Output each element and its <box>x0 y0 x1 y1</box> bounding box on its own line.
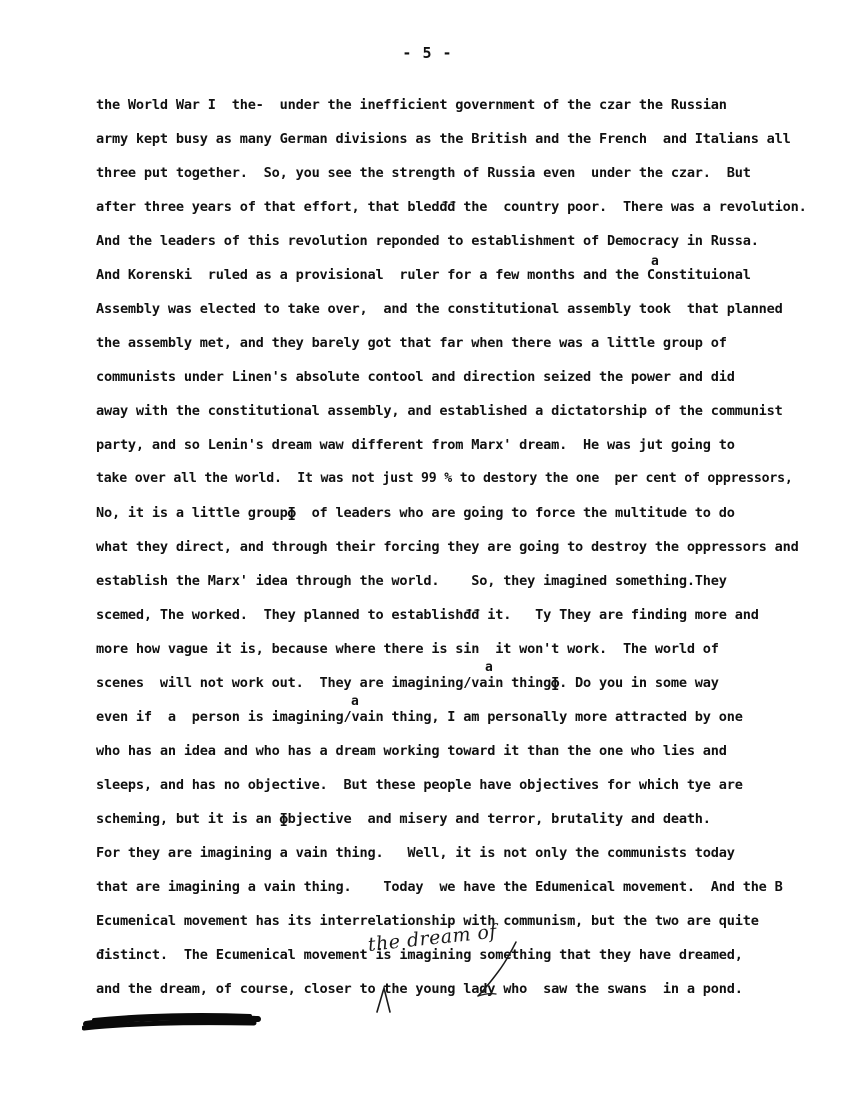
text-line: army kept busy as many German divisions as the British and the French and Italians all <box>96 131 791 147</box>
text-line: communists under Linen's absolute contool and direction seized the power and did <box>96 369 735 385</box>
text-line: even if a person is imagining/vain thing, I am personally more attracted by one <box>96 709 743 725</box>
text-line: No, it is a little groupɸ of leaders who are going to force the multitude to do <box>96 505 735 521</box>
redaction-scribble <box>82 1010 262 1032</box>
handwritten-note: the dream of <box>366 920 498 956</box>
text-line: three put together. So, you see the strength of Russia even under the czar. But <box>96 165 751 181</box>
typed-body-text <box>96 94 851 1012</box>
insertion-mark: a <box>351 694 359 709</box>
text-line: away with the constitutional assembly, and established a dictatorship of the communist <box>96 403 783 419</box>
text-line: establish the Marx' idea through the world. So, they imagined something.They <box>96 573 727 589</box>
text-line: Ecumenical movement has its interrelationship with communism, but the two are quite <box>96 913 759 929</box>
insertion-caret-mark <box>374 984 394 1014</box>
text-line: more how vague it is, because where there is sin it won't work. The world of <box>96 641 719 657</box>
insertion-mark: a <box>651 254 659 269</box>
page-number: - 5 - <box>402 44 453 62</box>
text-line: Assembly was elected to take over, and the constitutional assembly took that planned <box>96 301 783 317</box>
text-line: sleeps, and has no objective. But these people have objectives for which tye are <box>96 777 743 793</box>
text-line: For they are imagining a vain thing. Well, it is not only the communists today <box>96 845 735 861</box>
text-line: And the leaders of this revolution reponded to establishment of Democracy in Russa. <box>96 233 759 249</box>
handwritten-slash-mark <box>470 938 520 998</box>
text-line: what they direct, and through their forcing they are going to destroy the oppressors and <box>96 539 799 555</box>
text-line: party, and so Lenin's dream waw different from Marx' dream. He was jut going to <box>96 437 735 453</box>
text-line: scemed, The worked. They planned to establishđđ it. Ty They are finding more and <box>96 607 759 623</box>
insertion-mark: a <box>485 660 493 675</box>
text-line: after three years of that effort, that bledđđ the country poor. There was a revolution. <box>96 199 807 215</box>
text-line: scheming, but it is an ɸbjective and misery and terror, brutality and death. <box>96 811 711 827</box>
text-line: take over all the world. It was not just 99 % to destory the one per cent of oppressors, <box>96 471 793 486</box>
text-line: that are imagining a vain thing. Today we have the Edumenical movement. And the B <box>96 879 783 895</box>
text-line: the World War I the- under the inefficient government of the czar the Russian <box>96 97 727 113</box>
text-line: the assembly met, and they barely got that far when there was a little group of <box>96 335 727 351</box>
text-line: and the dream, of course, closer to the young lady who saw the swans in a pond. <box>96 981 743 997</box>
text-line: đistinct. The Ecumenical movement is imagining something that they have dreamed, <box>96 947 743 963</box>
text-line: scenes will not work out. They are imagining/vain thingɸ. Do you in some way <box>96 675 719 691</box>
text-line: who has an idea and who has a dream working toward it than the one who lies and <box>96 743 727 759</box>
text-line: And Korenski ruled as a provisional ruler for a few months and the Constituional <box>96 267 751 283</box>
